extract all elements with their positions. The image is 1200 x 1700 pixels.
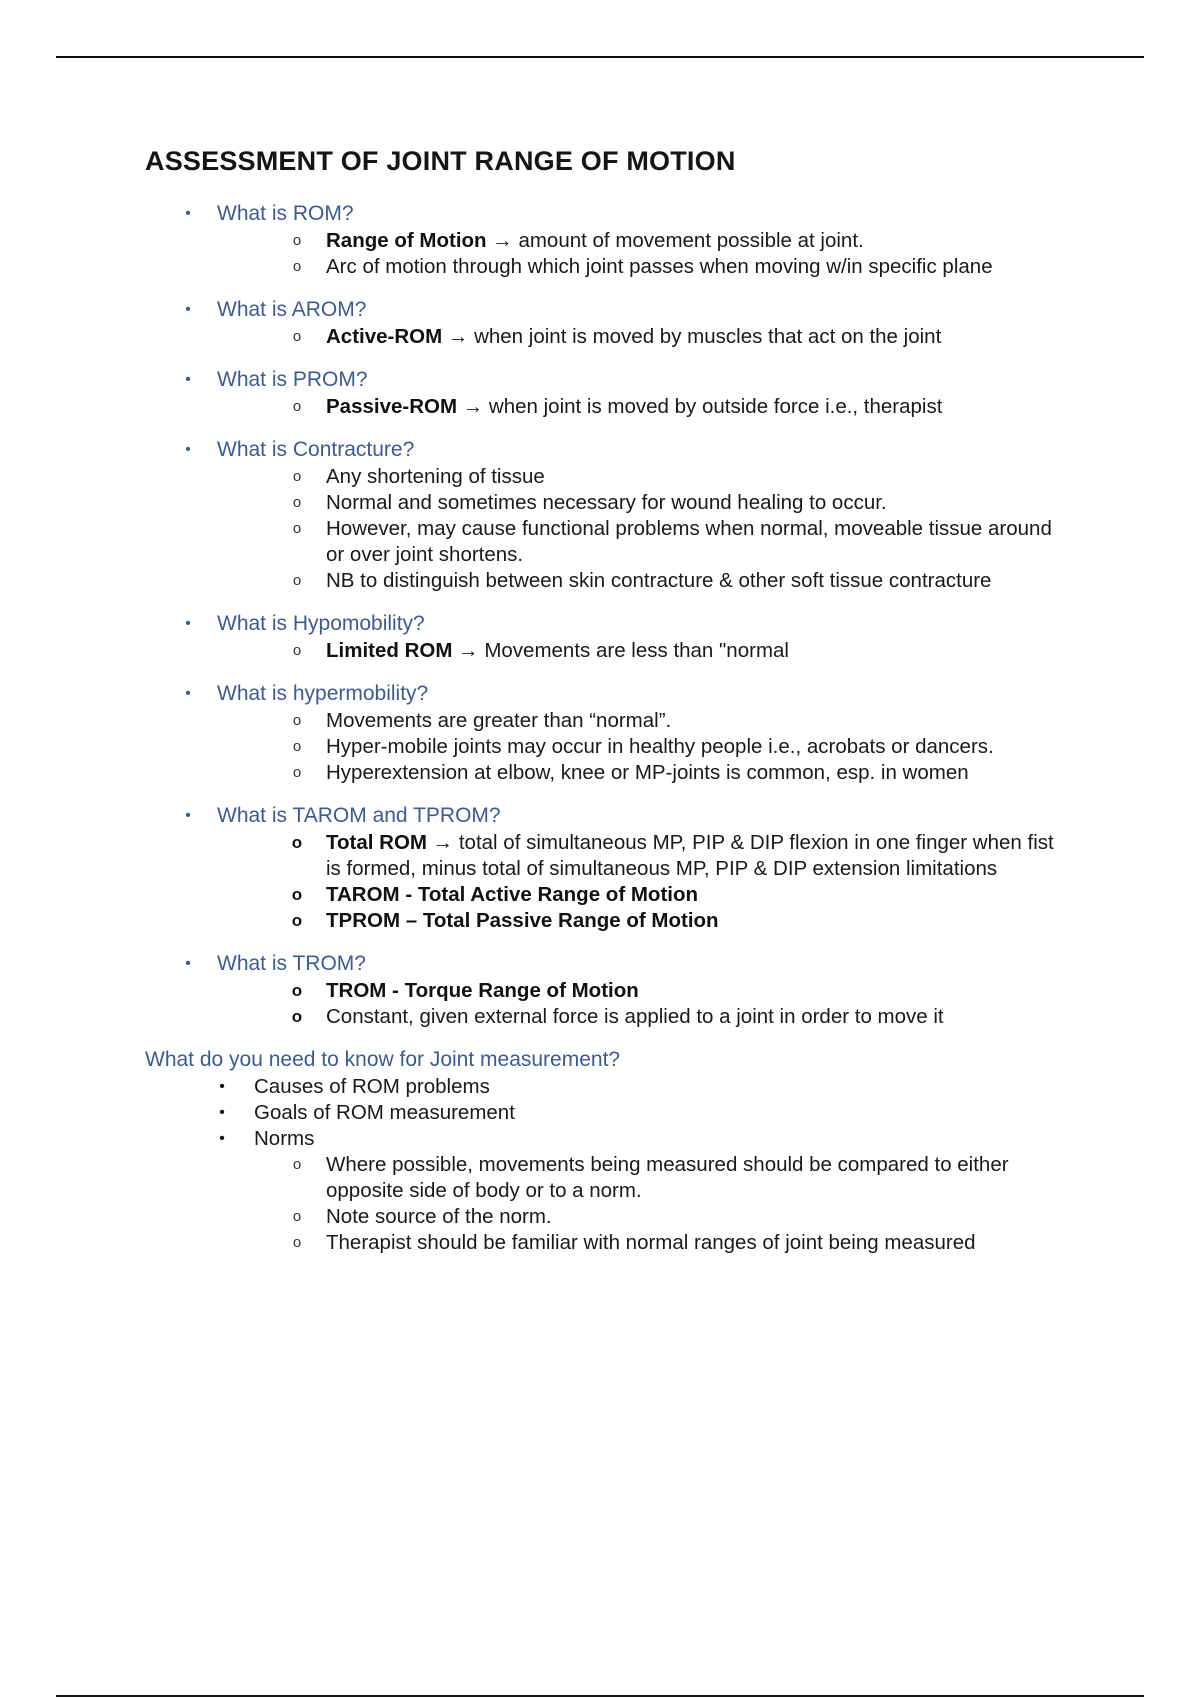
item-text: However, may cause functional problems when normal, moveable tissue around or over joint shortens. bbox=[326, 517, 1052, 566]
list-item bbox=[0, 394, 1200, 420]
question-heading bbox=[0, 680, 1200, 708]
list-item bbox=[0, 830, 1200, 882]
list-item bbox=[0, 708, 1200, 734]
top-rule bbox=[56, 56, 1144, 58]
item-text: → when joint is moved by outside force i.e., therapist bbox=[457, 395, 943, 418]
list-item bbox=[0, 490, 1200, 516]
norms-item-text: Where possible, movements being measured should be compared to either opposite side of body or to a norm. bbox=[326, 1153, 1009, 1202]
measurement-section bbox=[0, 1046, 1200, 1256]
circle-bullet-icon: o bbox=[291, 885, 303, 904]
norms-item bbox=[0, 1152, 1200, 1204]
list-item bbox=[0, 464, 1200, 490]
question-text: What is TROM? bbox=[217, 952, 366, 975]
question-heading bbox=[0, 436, 1200, 464]
list-item bbox=[0, 228, 1200, 254]
norms-item-text: Therapist should be familiar with normal ranges of joint being measured bbox=[326, 1231, 976, 1254]
item-text: NB to distinguish between skin contracture & other soft tissue contracture bbox=[326, 569, 992, 592]
measurement-bullet-text: Causes of ROM problems bbox=[254, 1075, 490, 1098]
item-text: Movements are greater than “normal”. bbox=[326, 709, 672, 732]
qa-section bbox=[0, 950, 1200, 1030]
item-text: Hyper-mobile joints may occur in healthy people i.e., acrobats or dancers. bbox=[326, 735, 994, 758]
qa-section bbox=[0, 200, 1200, 280]
item-term: TPROM – Total Passive Range of Motion bbox=[326, 909, 719, 932]
circle-bullet-icon: o bbox=[291, 1007, 303, 1026]
question-text: What is Contracture? bbox=[217, 438, 415, 461]
norms-item-text: Note source of the norm. bbox=[326, 1205, 552, 1228]
list-item bbox=[0, 882, 1200, 908]
question-text: What is TAROM and TPROM? bbox=[217, 804, 501, 827]
measurement-bullet-text: Goals of ROM measurement bbox=[254, 1101, 515, 1124]
circle-bullet-icon: o bbox=[292, 520, 302, 537]
item-term: Total ROM bbox=[326, 831, 427, 854]
bullet-icon: • bbox=[219, 1078, 225, 1095]
list-item bbox=[0, 1004, 1200, 1030]
item-text: → total of simultaneous MP, PIP & DIP flexion in one finger when fist is formed, minus total of simultaneous MP, PIP & DIP extension limitations bbox=[326, 831, 1054, 880]
circle-bullet-icon: o bbox=[292, 258, 302, 275]
list-item bbox=[0, 516, 1200, 568]
circle-bullet-icon: o bbox=[292, 468, 302, 485]
bullet-icon: • bbox=[185, 807, 191, 824]
qa-section bbox=[0, 802, 1200, 934]
question-text: What is Hypomobility? bbox=[217, 612, 425, 635]
list-item bbox=[0, 734, 1200, 760]
list-item bbox=[0, 638, 1200, 664]
circle-bullet-icon: o bbox=[291, 833, 303, 852]
qa-section bbox=[0, 296, 1200, 350]
circle-bullet-icon: o bbox=[291, 911, 303, 930]
measurement-heading: What do you need to know for Joint measurement? bbox=[145, 1048, 621, 1071]
bullet-icon: • bbox=[185, 371, 191, 388]
qa-section bbox=[0, 366, 1200, 420]
norms-item bbox=[0, 1230, 1200, 1256]
list-item bbox=[0, 568, 1200, 594]
bullet-icon: • bbox=[185, 441, 191, 458]
measurement-bullet bbox=[0, 1100, 1200, 1126]
question-text: What is AROM? bbox=[217, 298, 367, 321]
item-term: Limited ROM bbox=[326, 639, 453, 662]
question-text: What is hypermobility? bbox=[217, 682, 429, 705]
circle-bullet-icon: o bbox=[291, 981, 303, 1000]
item-text: Hyperextension at elbow, knee or MP-joints is common, esp. in women bbox=[326, 761, 969, 784]
page-title: ASSESSMENT OF JOINT RANGE OF MOTION bbox=[145, 146, 736, 176]
item-term: Range of Motion bbox=[326, 229, 487, 252]
qa-section bbox=[0, 680, 1200, 786]
circle-bullet-icon: o bbox=[292, 1208, 302, 1225]
list-item bbox=[0, 978, 1200, 1004]
document-content bbox=[0, 200, 1200, 1272]
item-text: Arc of motion through which joint passes when moving w/in specific plane bbox=[326, 255, 993, 278]
question-heading bbox=[0, 296, 1200, 324]
qa-section bbox=[0, 436, 1200, 594]
item-text: → amount of movement possible at joint. bbox=[486, 229, 864, 252]
item-text: Constant, given external force is applied to a joint in order to move it bbox=[326, 1005, 944, 1028]
bullet-icon: • bbox=[185, 615, 191, 632]
circle-bullet-icon: o bbox=[292, 232, 302, 249]
question-text: What is ROM? bbox=[217, 202, 354, 225]
list-item bbox=[0, 254, 1200, 280]
question-heading bbox=[0, 366, 1200, 394]
measurement-bullet bbox=[0, 1126, 1200, 1152]
bullet-icon: • bbox=[185, 205, 191, 222]
circle-bullet-icon: o bbox=[292, 1234, 302, 1251]
circle-bullet-icon: o bbox=[292, 1156, 302, 1173]
item-text: → Movements are less than "normal bbox=[452, 639, 789, 662]
question-text: What is PROM? bbox=[217, 368, 368, 391]
measurement-bullet-text: Norms bbox=[254, 1127, 315, 1150]
bullet-icon: • bbox=[185, 955, 191, 972]
item-text: → when joint is moved by muscles that act on the joint bbox=[442, 325, 942, 348]
circle-bullet-icon: o bbox=[292, 642, 302, 659]
circle-bullet-icon: o bbox=[292, 328, 302, 345]
item-term: Passive-ROM bbox=[326, 395, 458, 418]
bullet-icon: • bbox=[219, 1130, 225, 1147]
bullet-icon: • bbox=[185, 301, 191, 318]
question-heading bbox=[0, 610, 1200, 638]
bottom-rule bbox=[56, 1695, 1144, 1697]
list-item bbox=[0, 760, 1200, 786]
bullet-icon: • bbox=[185, 685, 191, 702]
norms-item bbox=[0, 1204, 1200, 1230]
question-heading bbox=[0, 802, 1200, 830]
circle-bullet-icon: o bbox=[292, 764, 302, 781]
bullet-icon: • bbox=[219, 1104, 225, 1121]
circle-bullet-icon: o bbox=[292, 494, 302, 511]
question-heading bbox=[0, 200, 1200, 228]
item-term: TAROM - Total Active Range of Motion bbox=[326, 883, 699, 906]
item-term: Active-ROM bbox=[326, 325, 443, 348]
question-heading bbox=[0, 950, 1200, 978]
circle-bullet-icon: o bbox=[292, 572, 302, 589]
circle-bullet-icon: o bbox=[292, 398, 302, 415]
item-text: Any shortening of tissue bbox=[326, 465, 545, 488]
list-item bbox=[0, 324, 1200, 350]
circle-bullet-icon: o bbox=[292, 712, 302, 729]
measurement-bullet bbox=[0, 1074, 1200, 1100]
item-text: Normal and sometimes necessary for wound healing to occur. bbox=[326, 491, 887, 514]
circle-bullet-icon: o bbox=[292, 738, 302, 755]
list-item bbox=[0, 908, 1200, 934]
qa-section bbox=[0, 610, 1200, 664]
item-term: TROM - Torque Range of Motion bbox=[326, 979, 639, 1002]
